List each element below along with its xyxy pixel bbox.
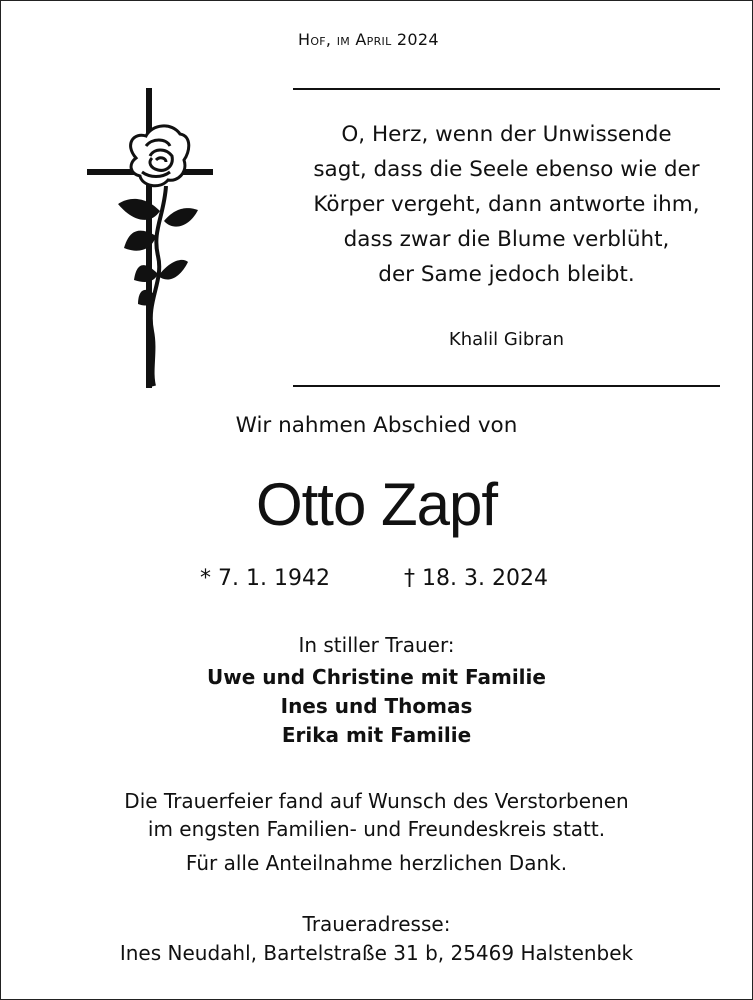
deceased-name: Otto Zapf: [255, 471, 498, 538]
farewell-intro: Wir nahmen Abschied von: [235, 413, 518, 438]
quote-line: dass zwar die Blume verblüht,: [343, 227, 670, 252]
bottom-divider: [293, 385, 720, 387]
ceremony-line: im engsten Familien- und Freundeskreis statt.: [147, 817, 606, 841]
address-label: Traueradresse:: [302, 912, 451, 936]
quote-line: sagt, dass die Seele ebenso wie der: [313, 157, 700, 182]
birth-date: * 7. 1. 1942: [200, 566, 330, 591]
quote-text: [293, 117, 720, 292]
top-divider: [293, 88, 720, 90]
address-value: Ines Neudahl, Bartelstraße 31 b, 25469 Halstenbek: [119, 941, 634, 965]
mourning-label: In stiller Trauer:: [298, 633, 455, 657]
death-date: † 18. 3. 2024: [404, 566, 548, 591]
ceremony-note: [0, 787, 753, 843]
thanks-note: Für alle Anteilnahme herzlichen Dank.: [185, 851, 568, 875]
mourners-list: [0, 663, 753, 750]
quote-line: O, Herz, wenn der Unwissende: [341, 122, 672, 147]
quote-line: Körper vergeht, dann antworte ihm,: [313, 192, 700, 217]
cross-with-rose-icon: [80, 86, 220, 391]
quote-line: der Same jedoch bleibt.: [378, 262, 635, 287]
mourner-name: Ines und Thomas: [280, 694, 473, 718]
place-date: Hof, im April 2024: [298, 30, 439, 49]
quote-author: Khalil Gibran: [448, 329, 565, 350]
mourner-name: Uwe und Christine mit Familie: [207, 665, 546, 689]
ceremony-line: Die Trauerfeier fand auf Wunsch des Verstorbenen: [124, 789, 629, 813]
mourner-name: Erika mit Familie: [281, 723, 472, 747]
